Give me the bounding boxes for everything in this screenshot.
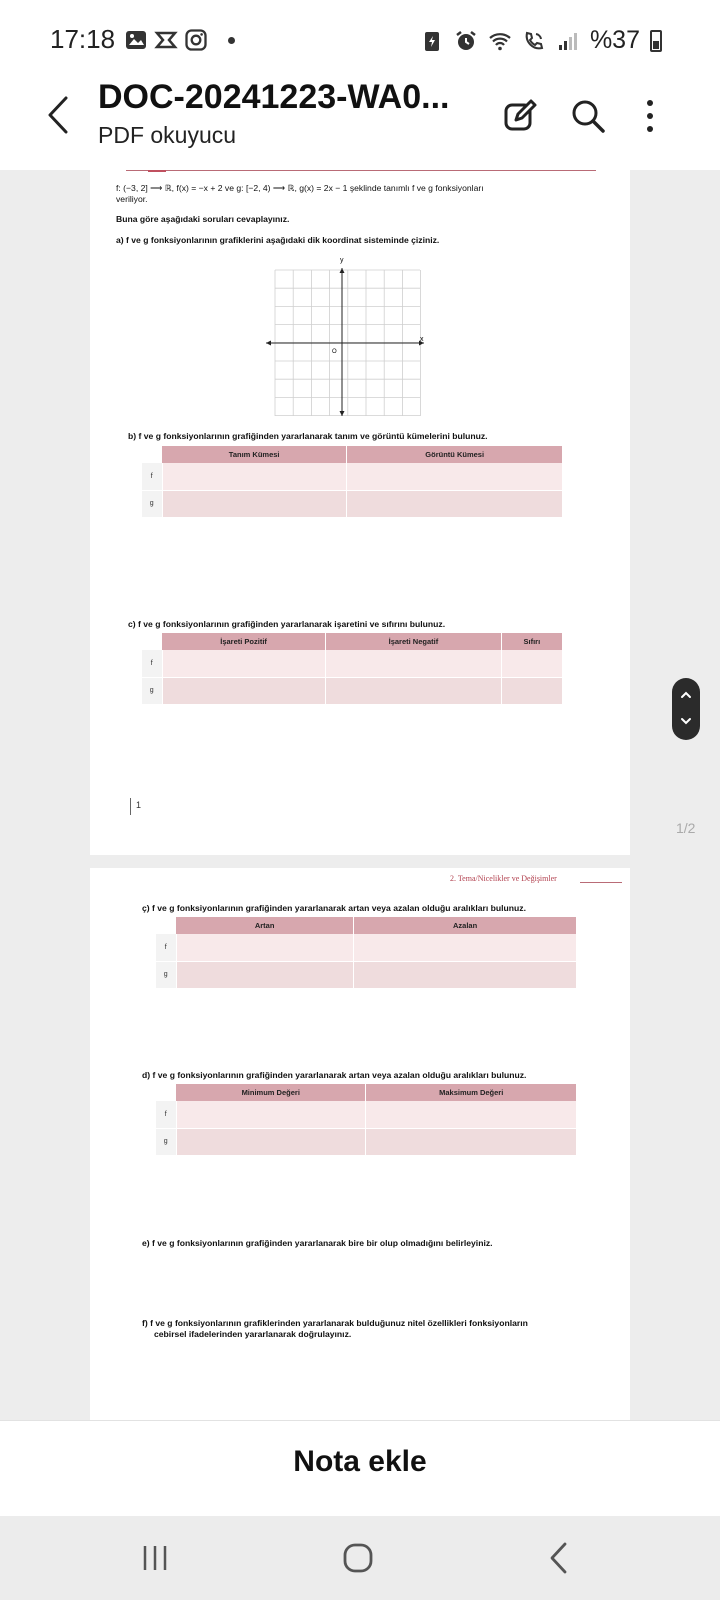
signal-icon bbox=[556, 29, 580, 53]
table-cell[interactable] bbox=[162, 650, 326, 677]
system-nav-bar bbox=[0, 1516, 720, 1600]
status-bar bbox=[0, 0, 720, 78]
page-counter: 1/2 bbox=[676, 820, 696, 836]
table-cell[interactable] bbox=[162, 490, 347, 517]
table-sign-zero bbox=[142, 633, 563, 705]
page-scroll-control[interactable] bbox=[672, 678, 700, 740]
row-label-g: g bbox=[156, 961, 176, 988]
page-header-rule bbox=[126, 170, 596, 171]
header-minimum: Minimum Değeri bbox=[176, 1084, 366, 1101]
table-cell[interactable] bbox=[366, 1101, 577, 1128]
table-min-max bbox=[156, 1084, 577, 1156]
capcut-icon bbox=[154, 28, 178, 52]
question-d: d) f ve g fonksiyonlarının grafiğinden yararlanarak artan veya azalan olduğu aralıkları bulunuz. bbox=[142, 1070, 527, 1080]
search-icon[interactable] bbox=[568, 96, 608, 136]
row-label-g: g bbox=[142, 677, 162, 704]
status-system-icons bbox=[420, 26, 662, 55]
axis-x-label: x bbox=[420, 336, 424, 343]
axis-y-label: y bbox=[340, 257, 344, 264]
app-subtitle: PDF okuyucu bbox=[98, 122, 237, 148]
question-a: a) f ve g fonksiyonlarının grafiklerini aşağıdaki dik koordinat sisteminde çiziniz. bbox=[116, 235, 440, 245]
row-label-f: f bbox=[142, 650, 162, 677]
app-bar bbox=[0, 78, 720, 170]
table-corner bbox=[156, 917, 176, 934]
status-time: 17:18 bbox=[50, 24, 116, 54]
wifi-call-icon bbox=[522, 29, 546, 53]
table-cell[interactable] bbox=[347, 463, 563, 490]
table-cell[interactable] bbox=[347, 490, 563, 517]
pdf-page-2[interactable] bbox=[90, 868, 630, 1420]
table-cell[interactable] bbox=[326, 650, 502, 677]
header-pozitif: İşareti Pozitif bbox=[162, 633, 326, 650]
question-b: b) f ve g fonksiyonlarının grafiğinden yararlanarak tanım ve görüntü kümelerini bulunuz. bbox=[128, 431, 488, 441]
more-vert-icon[interactable] bbox=[630, 96, 670, 136]
origin-label: O bbox=[332, 349, 337, 355]
theme-header: 2. Tema/Nicelikler ve Değişimler bbox=[450, 874, 557, 883]
instagram-icon bbox=[184, 28, 208, 52]
header-maksimum: Maksimum Değeri bbox=[366, 1084, 577, 1101]
add-note-button[interactable]: Nota ekle bbox=[293, 1445, 427, 1478]
row-label-f: f bbox=[156, 934, 176, 961]
table-cell[interactable] bbox=[176, 1101, 366, 1128]
header-tanim: Tanım Kümesi bbox=[162, 446, 347, 463]
header-negatif: İşareti Negatif bbox=[326, 633, 502, 650]
table-corner bbox=[142, 633, 162, 650]
question-f-line-1: f) f ve g fonksiyonlarının grafiklerinden yararlanarak bulduğunuz nitel özellikleri fonksiyonların bbox=[142, 1318, 528, 1328]
chevron-down-icon[interactable] bbox=[679, 714, 693, 728]
header-azalan: Azalan bbox=[354, 917, 577, 934]
page-number: 1 bbox=[136, 800, 142, 810]
question-c-cedilla: ç) f ve g fonksiyonlarının grafiğinden yararlanarak artan veya azalan olduğu aralıkları bulunuz. bbox=[142, 903, 526, 913]
battery-icon bbox=[650, 30, 662, 52]
battery-level: %37 bbox=[589, 26, 640, 54]
row-label-g: g bbox=[156, 1128, 176, 1155]
back-arrow-icon[interactable] bbox=[40, 92, 76, 138]
coordinate-grid bbox=[260, 256, 430, 416]
add-note-bar bbox=[0, 1420, 720, 1516]
header-goruntu: Görüntü Kümesi bbox=[347, 446, 563, 463]
row-label-g: g bbox=[142, 490, 162, 517]
table-cell[interactable] bbox=[176, 1128, 366, 1155]
row-label-f: f bbox=[142, 463, 162, 490]
table-cell[interactable] bbox=[162, 463, 347, 490]
intro-text bbox=[116, 183, 606, 205]
question-f bbox=[142, 1318, 602, 1340]
battery-saver-icon bbox=[420, 29, 444, 53]
prompt-text: Buna göre aşağıdaki soruları cevaplayınız. bbox=[116, 214, 290, 224]
question-f-line-2: cebirsel ifadelerinden yararlanarak doğrulayınız. bbox=[154, 1329, 352, 1339]
row-label-f: f bbox=[156, 1101, 176, 1128]
recents-icon[interactable] bbox=[135, 1538, 175, 1578]
pdf-page-1[interactable] bbox=[90, 170, 696, 855]
edit-icon[interactable] bbox=[500, 96, 540, 136]
table-cell[interactable] bbox=[366, 1128, 577, 1155]
status-notification-icons bbox=[124, 28, 235, 52]
header-artan: Artan bbox=[176, 917, 354, 934]
table-cell[interactable] bbox=[326, 677, 502, 704]
home-icon[interactable] bbox=[338, 1538, 378, 1578]
table-cell[interactable] bbox=[354, 961, 577, 988]
question-e: e) f ve g fonksiyonlarının grafiğinden yararlanarak bire bir olup olmadığını belirleyiniz. bbox=[142, 1238, 493, 1248]
theme-header-rule bbox=[580, 882, 622, 883]
table-domain-range bbox=[142, 446, 563, 518]
table-cell[interactable] bbox=[176, 934, 354, 961]
document-title: DOC-20241223-WA0... bbox=[98, 78, 450, 116]
alarm-icon bbox=[454, 29, 478, 53]
chevron-up-icon[interactable] bbox=[679, 688, 693, 702]
table-cell[interactable] bbox=[354, 934, 577, 961]
intro-line-2: veriliyor. bbox=[116, 194, 148, 204]
table-corner bbox=[142, 446, 162, 463]
notification-dot-icon bbox=[228, 37, 235, 44]
page-number-rule bbox=[130, 798, 131, 815]
table-cell[interactable] bbox=[176, 961, 354, 988]
table-cell[interactable] bbox=[162, 677, 326, 704]
table-cell[interactable] bbox=[501, 650, 562, 677]
intro-line-1: f: (−3, 2] ⟶ ℝ, f(x) = −x + 2 ve g: [−2, 4) ⟶ ℝ, g(x) = 2x − 1 şeklinde tanımlı f ve g fonksiyonları bbox=[116, 183, 484, 193]
table-cell[interactable] bbox=[501, 677, 562, 704]
question-c: c) f ve g fonksiyonlarının grafiğinden yararlanarak işaretini ve sıfırını bulunuz. bbox=[128, 619, 446, 629]
header-sifir: Sıfırı bbox=[501, 633, 562, 650]
table-corner bbox=[156, 1084, 176, 1101]
back-icon[interactable] bbox=[540, 1538, 580, 1578]
table-increasing-decreasing bbox=[156, 917, 577, 989]
page-header-accent bbox=[148, 170, 166, 172]
wifi-icon bbox=[488, 29, 512, 53]
gallery-icon bbox=[124, 28, 148, 52]
